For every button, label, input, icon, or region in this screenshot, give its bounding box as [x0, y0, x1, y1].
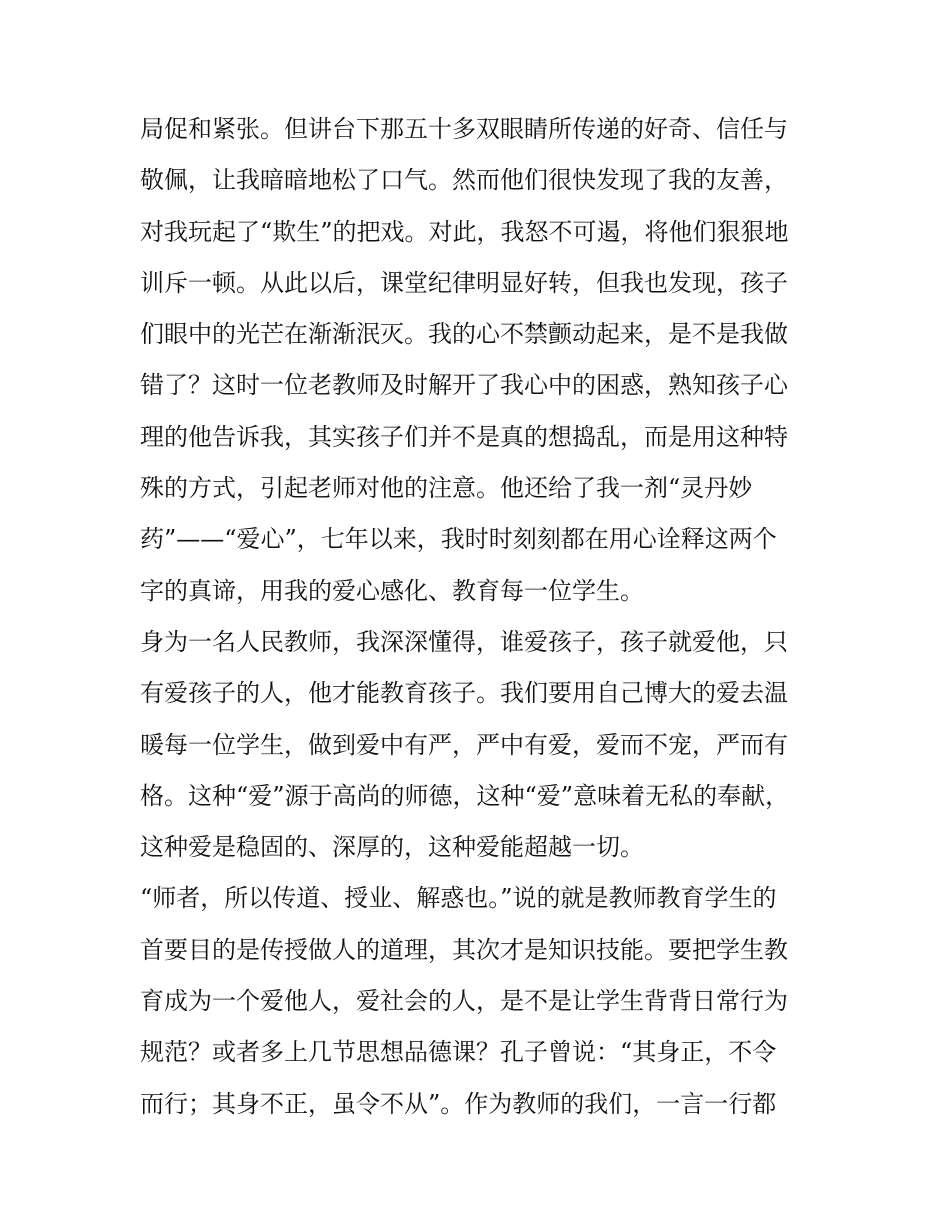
text-line: 育成为一个爱他人，爱社会的人，是不是让学生背背日常行为 — [140, 987, 788, 1016]
text-line: 药”——“爱心”，七年以来，我时时刻刻都在用心诠释这两个 — [140, 525, 777, 554]
text-line: 格。这种“爱”源于高尚的师德，这种“爱”意味着无私的奉献， — [140, 781, 790, 810]
text-line: 局促和紧张。但讲台下那五十多双眼睛所传递的好奇、信任与 — [140, 115, 788, 143]
text-line: 暖每一位学生，做到爱中有严，严中有爱，爱而不宠，严而有 — [140, 730, 788, 759]
text-line: “师者，所以传道、授业、解惑也。”说的就是教师教育学生的 — [140, 884, 777, 913]
text-line: 身为一名人民教师，我深深懂得，谁爱孩子，孩子就爱他，只 — [140, 627, 788, 656]
text-line: 规范？或者多上几节思想品德课？孔子曾说：“其身正，不令 — [140, 1038, 777, 1067]
text-line: 首要目的是传授做人的道理，其次才是知识技能。要把学生教 — [140, 935, 788, 964]
text-line: 字的真谛，用我的爱心感化、教育每一位学生。 — [140, 576, 644, 605]
text-line: 们眼中的光芒在渐渐泯灭。我的心不禁颤动起来，是不是我做 — [140, 320, 788, 349]
text-line: 理的他告诉我，其实孩子们并不是真的想捣乱，而是用这种特 — [140, 422, 788, 451]
text-line: 训斥一顿。从此以后，课堂纪律明显好转，但我也发现，孩子 — [140, 268, 788, 297]
text-line: 错了？这时一位老教师及时解开了我心中的困惑，熟知孩子心 — [140, 371, 788, 400]
text-line: 有爱孩子的人，他才能教育孩子。我们要用自己博大的爱去温 — [140, 679, 788, 708]
text-line: 这种爱是稳固的、深厚的，这种爱能超越一切。 — [140, 833, 644, 862]
text-line: 而行；其身不正，虽令不从”。作为教师的我们，一言一行都 — [140, 1089, 777, 1118]
text-line: 殊的方式，引起老师对他的注意。他还给了我一剂“灵丹妙 — [140, 474, 753, 503]
text-line: 敬佩，让我暗暗地松了口气。然而他们很快发现了我的友善， — [140, 166, 788, 195]
body-text — [140, 104, 830, 1130]
text-line: 对我玩起了“欺生”的把戏。对此，我怒不可遏，将他们狠狠地 — [140, 217, 789, 246]
